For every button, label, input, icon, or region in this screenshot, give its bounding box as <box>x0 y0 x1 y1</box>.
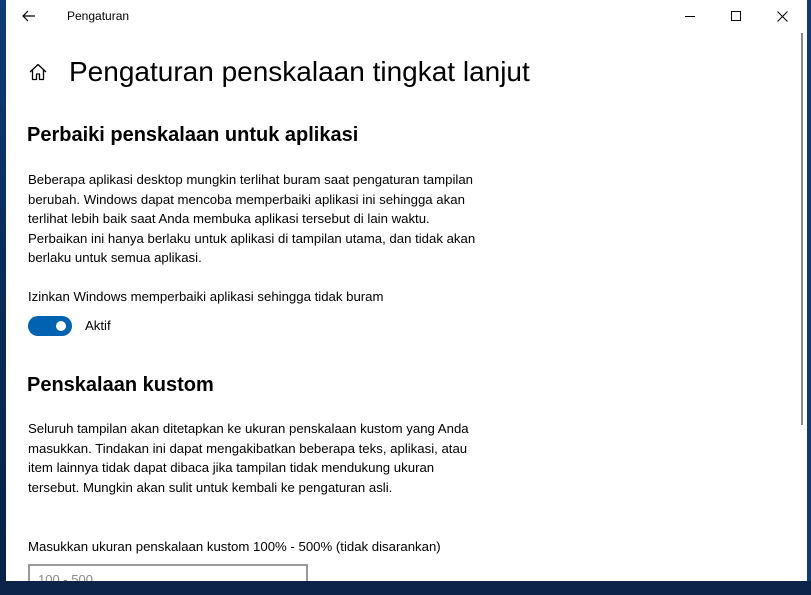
custom-scaling-heading: Penskalaan kustom <box>27 374 214 396</box>
desktop-background-right <box>807 0 811 595</box>
maximize-button[interactable] <box>713 0 759 32</box>
custom-scaling-input[interactable] <box>28 564 308 581</box>
fix-apps-toggle-label: Izinkan Windows memperbaiki aplikasi sehingga tidak buram <box>28 289 384 304</box>
back-button[interactable] <box>14 2 44 30</box>
fix-apps-heading: Perbaiki penskalaan untuk aplikasi <box>27 124 359 146</box>
title-bar <box>6 0 807 33</box>
custom-scaling-input-label: Masukkan ukuran penskalaan kustom 100% - 500% (tidak disarankan) <box>28 539 441 554</box>
custom-scaling-description: Seluruh tampilan akan ditetapkan ke ukuran penskalaan kustom yang Anda masukkan. Tindakan ini dapat mengakibatkan beberapa teks, aplikasi, atau item lainnya tidak dapat dibaca jika tampilan tidak mendukung ukuran tersebut. Mungkin akan sulit untuk kembali ke pengaturan asli. <box>28 421 469 495</box>
settings-window <box>6 0 807 581</box>
fix-apps-description: Beberapa aplikasi desktop mungkin terlihat buram saat pengaturan tampilan berubah. Windows dapat mencoba memperbaiki aplikasi ini sehingga akan terlihat lebih baik saat Anda membuka aplikasi tersebut di lain waktu. Perbaikan ini hanya berlaku untuk aplikasi di tampilan utama, dan tidak akan berlaku untuk semua aplikasi. <box>28 172 476 266</box>
minimize-icon <box>685 11 695 21</box>
page-title: Pengaturan penskalaan tingkat lanjut <box>69 56 530 87</box>
back-arrow-icon <box>22 10 36 22</box>
window-title: Pengaturan <box>67 9 130 23</box>
maximize-icon <box>731 11 741 21</box>
scrollbar[interactable] <box>801 33 803 425</box>
minimize-button[interactable] <box>667 0 713 32</box>
fix-apps-toggle[interactable] <box>28 316 72 336</box>
toggle-knob <box>56 321 66 331</box>
taskbar <box>0 581 811 595</box>
home-icon[interactable] <box>28 62 48 82</box>
fix-apps-toggle-state: Aktif <box>85 318 111 333</box>
close-icon <box>777 11 788 22</box>
close-button[interactable] <box>759 0 805 32</box>
